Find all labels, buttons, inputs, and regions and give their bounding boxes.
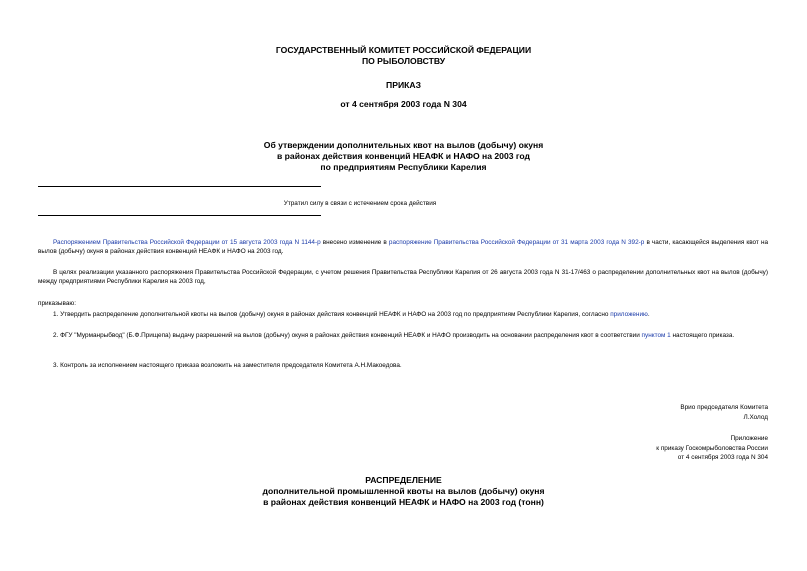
appendix-title <box>0 475 807 508</box>
paragraph-2: В целях реализации указанного распоряжения Правительства Российской Федерации, с учетом решения Правительства Республики Карелия от 26 августа 2003 года N 31-17/463 о распределении дополнительных квот на вылов (добычу) между предприятиями Республики Карелия на 2003 год, <box>38 269 768 286</box>
appendix-ref-line-3: от 4 сентября 2003 года N 304 <box>677 454 768 462</box>
link-appendix[interactable]: приложению <box>610 311 648 318</box>
appendix-ref-line-2: к приказу Госкомрыболовства России <box>656 444 768 452</box>
appendix-ref-line-1: Приложение <box>730 435 768 442</box>
issuer-line-2: ПО РЫБОЛОВСТВУ <box>361 56 446 66</box>
paragraph-1-text-b: в части, касающейся выделения квот на вылов (добычу) окуня в районах действия конвенций НЕАФК и НАФО на 2003 год. <box>38 239 769 256</box>
issuer-heading <box>0 45 807 67</box>
issuer-line-1: ГОСУДАРСТВЕННЫЙ КОМИТЕТ РОССИЙСКОЙ ФЕДЕРАЦИИ <box>275 45 532 55</box>
title-line-1: Об утверждении дополнительных квот на вылов (добычу) окуня <box>263 140 544 150</box>
status-note: Утратил силу в связи с истечением срока действия <box>283 200 437 207</box>
order-item-2 <box>38 331 768 340</box>
document-type: ПРИКАЗ <box>386 80 421 90</box>
paragraph-1 <box>38 238 768 256</box>
order-item-2-text: 2. ФГУ "Мурманрыбвод" (Б.Ф.Прищепа) выдачу разрешений на вылов (добычу) окуня в районах действия конвенций НЕАФК и НАФО производить на основании распределения квот в соответствии <box>53 332 642 339</box>
link-decree-392[interactable]: распоряжение Правительства Российской Федерации от 31 марта 2003 года N 392-р <box>388 239 645 246</box>
signatory-name: Л.Холод <box>743 413 768 421</box>
order-item-3: 3. Контроль за исполнением настоящего приказа возложить на заместителя председателя Комитета А.Н.Макоедова. <box>53 362 402 369</box>
link-decree-1144[interactable]: Распоряжением Правительства Российской Федерации от 15 августа 2003 года N 1144-р <box>53 239 321 246</box>
appendix-reference <box>656 434 768 463</box>
order-item-2-end: настоящего приказа. <box>670 332 735 339</box>
order-item-1-text: 1. Утвердить распределение дополнительной квоты на вылов (добычу) окуня в районах действия конвенций НЕАФК и НАФО на 2003 год по предприятиям Республики Карелия, согласно <box>53 311 611 318</box>
signatory-position: Врио председателя Комитета <box>680 404 768 411</box>
signature-block <box>680 403 768 422</box>
title-line-3: по предприятиям Республики Карелия <box>320 162 487 172</box>
divider-bottom <box>38 215 321 216</box>
divider-top <box>38 186 321 187</box>
link-point-1[interactable]: пунктом 1 <box>641 332 671 339</box>
order-item-1 <box>38 310 768 319</box>
appendix-title-line-1: РАСПРЕДЕЛЕНИЕ <box>365 475 442 485</box>
order-item-1-end: . <box>647 311 650 318</box>
document-title <box>0 140 807 173</box>
title-line-2: в районах действия конвенций НЕАФК и НАФО на 2003 год <box>277 151 530 161</box>
order-word: приказываю: <box>38 300 76 307</box>
appendix-title-line-2: дополнительной промышленной квоты на вылов (добычу) окуня <box>262 486 545 496</box>
appendix-title-line-3: в районах действия конвенций НЕАФК и НАФО на 2003 год (тонн) <box>263 497 544 507</box>
document-date: от 4 сентября 2003 года N 304 <box>340 99 467 109</box>
paragraph-1-text-a: внесено изменение в <box>320 239 389 246</box>
